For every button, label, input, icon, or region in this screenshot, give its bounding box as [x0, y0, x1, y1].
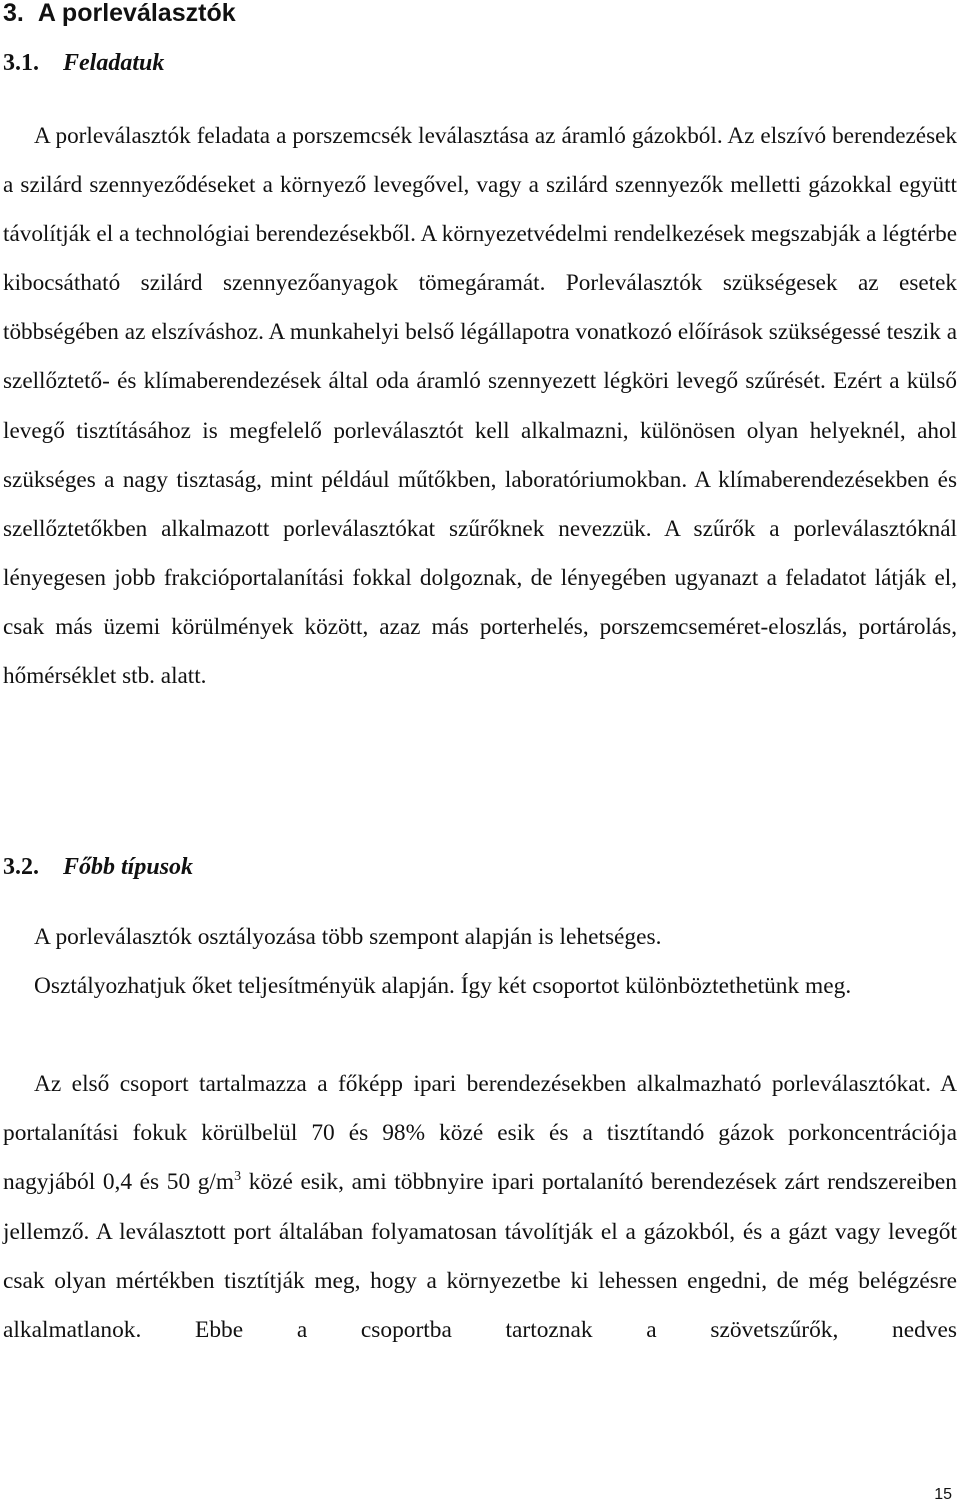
paragraph-text: Az első csoport tartalmazza a főképp ipari berendezésekben alkalmazható porleválasztókat. A portalanítási fokuk körülbelül 70 és 98% közé esik és a tisztítandó gázok porkoncentrációja nagyjából 0,4 és 50 g/m	[3, 1071, 957, 1196]
section-number: 3.2.	[3, 854, 39, 880]
body-paragraph: A porleválasztók feladata a porszemcsék leválasztása az áramló gázokból. Az elszívó berendezések a szilárd szennyeződéseket a környező levegővel, vagy a szilárd szennyezők melletti gázokkal együtt távolítják el a technológiai berendezésekből. A környezetvédelmi rendelkezések megszabják a légtérbe kibocsátható szilárd szennyezőanyagok tömegáramát. Porleválasztók szükségesek az esetek többségében az elszíváshoz. A munkahelyi belső légállapotra vonatkozó előírások szükségessé teszik a szellőztető- és klímaberendezések által oda áramló szennyezett légköri levegő szűrését. Ezért a külső levegő tisztításához is megfelelő porleválasztót kell alkalmazni, különösen olyan helyeknél, ahol szükséges a nagy tisztaság, mint például műtőkben, laboratóriumokban. A klímaberendezésekben és szellőztetőkben alkalmazott porleválasztókat szűrőknek nevezzük. A szűrők a porleválasztóknál lényegesen jobb frakcióportalanítási fokkal dolgoznak, de lényegében ugyanazt a feladatot látják el, csak más üzemi körülmények között, azaz más porterhelés, porszemcseméret-eloszlás, portárolás, hőmérséklet stb. alatt.	[3, 123, 957, 690]
section-title: Főbb típusok	[63, 854, 194, 880]
body-paragraph	[3, 1060, 957, 1355]
paragraph-text: közé esik, ami többnyire ipari portalanító berendezések zárt rendszereiben jellemző. A leválasztott port általában folyamatosan távolítják el a gázokból, és a gázt vagy levegőt csak olyan mértékben tisztítják meg, hogy a környezetbe ki lehessen engedni, de még belégzésre alkalmatlanok. Ebbe a csoportba tartoznak a szövetszűrők, nedves	[3, 1169, 957, 1344]
chapter-heading	[3, 0, 236, 32]
chapter-title: A porleválasztók	[37, 0, 236, 27]
body-paragraph: A porleválasztók osztályozása több szempont alapján is lehetséges.	[34, 924, 662, 950]
section-title: Feladatuk	[63, 50, 165, 76]
section-heading-feladatuk	[3, 48, 164, 78]
section-number: 3.1.	[3, 50, 39, 76]
body-paragraph: Osztályozhatjuk őket teljesítményük alapján. Így két csoportot különböztethetünk meg.	[34, 973, 852, 999]
superscript: 3	[234, 1169, 242, 1185]
page-number: 15	[934, 1486, 952, 1503]
section-heading-tipusok	[3, 852, 193, 882]
chapter-number: 3.	[3, 0, 24, 27]
